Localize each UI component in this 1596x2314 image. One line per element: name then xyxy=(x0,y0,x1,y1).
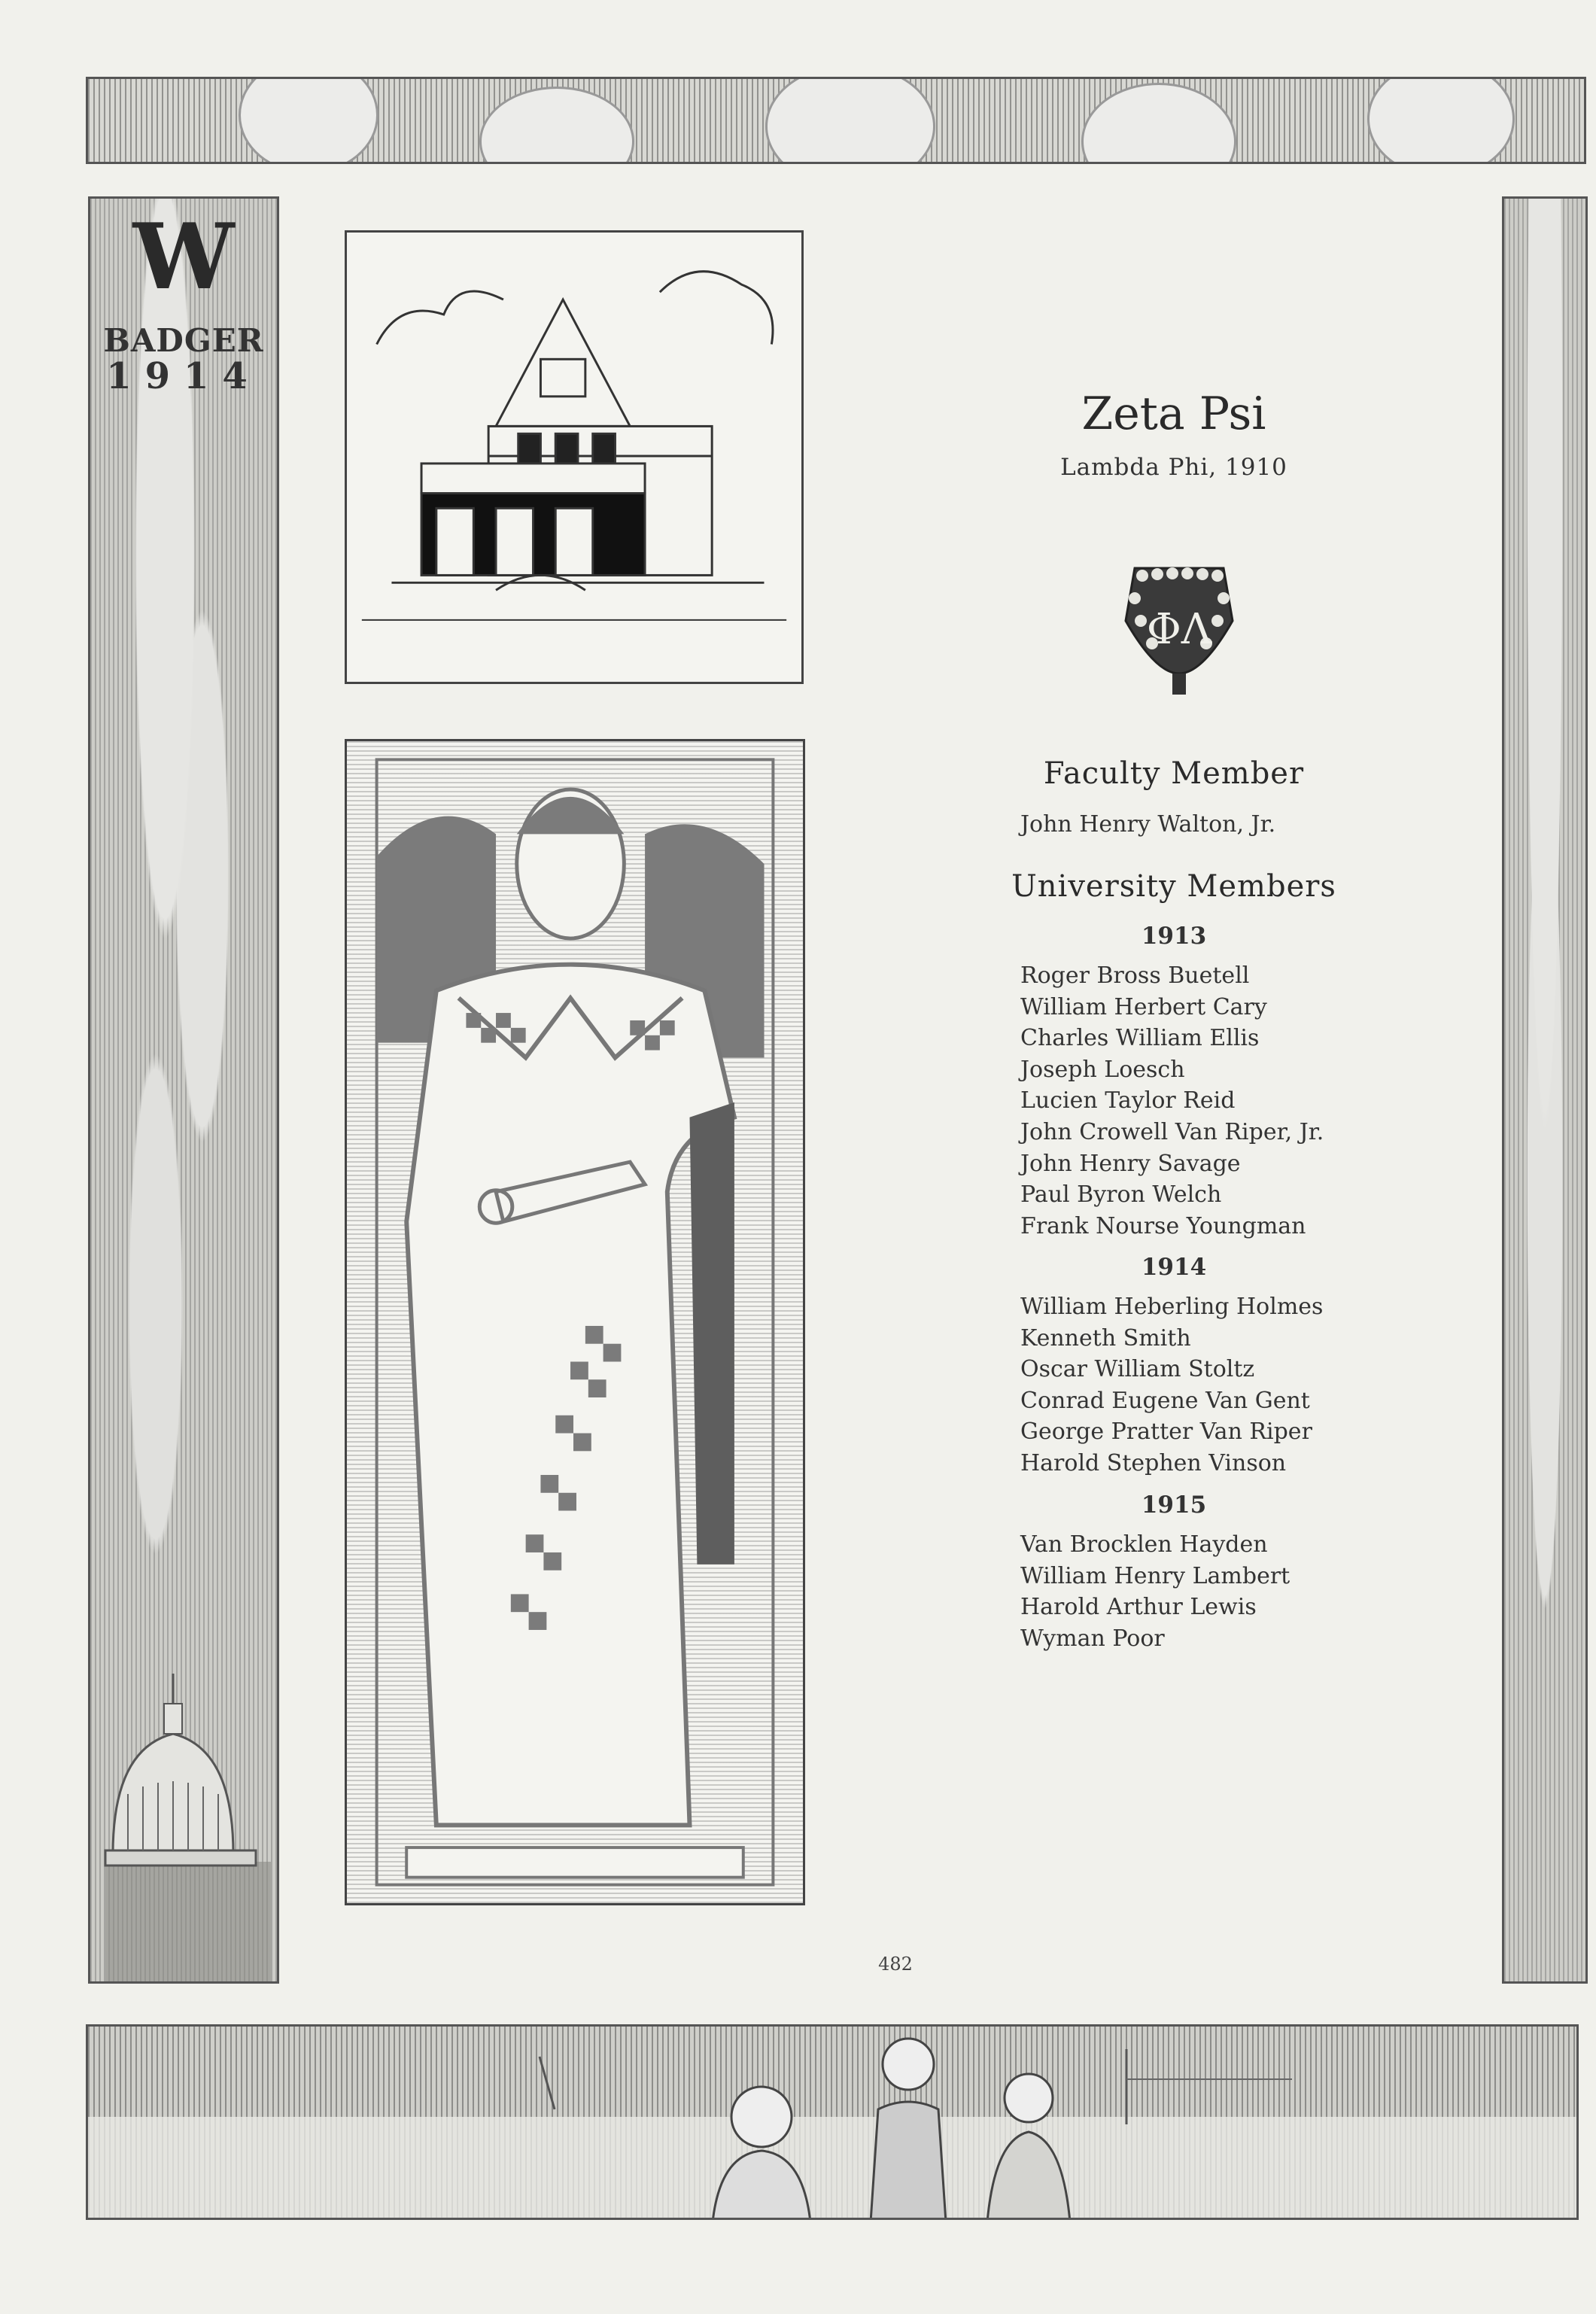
fraternity-name: Zeta Psi xyxy=(1081,388,1266,440)
member-name: Conrad Eugene Van Gent xyxy=(1020,1387,1310,1414)
left-decorative-border xyxy=(88,196,279,1984)
class-year-1913: 1913 xyxy=(1141,923,1207,950)
member-name: Frank Nourse Youngman xyxy=(1020,1212,1306,1239)
w-monogram: W xyxy=(132,204,235,310)
class-1914-member-list xyxy=(1020,1291,1323,1479)
yearbook-year: 1914 xyxy=(106,355,261,397)
university-members-heading: University Members xyxy=(1011,869,1336,904)
member-name: William Heberling Holmes xyxy=(1020,1294,1324,1320)
member-name: Harold Stephen Vinson xyxy=(1020,1449,1287,1476)
member-name: William Herbert Cary xyxy=(1020,993,1267,1020)
page-number: 482 xyxy=(878,1954,913,1975)
member-name: Lucien Taylor Reid xyxy=(1020,1087,1236,1114)
member-name: George Pratter Van Riper xyxy=(1020,1419,1312,1446)
right-decorative-border xyxy=(1502,196,1588,1984)
yearbook-title: BADGER xyxy=(103,322,264,359)
tennis-scene-illustration xyxy=(88,2027,1579,2220)
member-name: Roger Bross Buetell xyxy=(1020,962,1250,989)
member-name: Charles William Ellis xyxy=(1020,1025,1260,1052)
allegorical-figure-illustration xyxy=(345,739,805,1905)
bottom-tennis-scene-border xyxy=(86,2024,1579,2220)
member-name: Harold Arthur Lewis xyxy=(1020,1594,1257,1621)
member-name: Oscar William Stoltz xyxy=(1020,1356,1255,1383)
member-name: John Crowell Van Riper, Jr. xyxy=(1020,1118,1324,1145)
class-year-1915: 1915 xyxy=(1141,1491,1207,1519)
class-1915-member-list xyxy=(1020,1529,1290,1654)
member-name: Kenneth Smith xyxy=(1020,1324,1191,1352)
top-decorative-border xyxy=(86,77,1586,164)
member-name: John Henry Savage xyxy=(1020,1150,1241,1177)
faculty-heading: Faculty Member xyxy=(1043,756,1305,791)
fraternity-pin-badge xyxy=(1120,553,1239,700)
member-name: Wyman Poor xyxy=(1020,1625,1165,1652)
capitol-dome-illustration xyxy=(90,199,279,1984)
member-name: Paul Byron Welch xyxy=(1020,1181,1222,1209)
member-name: Joseph Loesch xyxy=(1020,1056,1185,1083)
member-name: William Henry Lambert xyxy=(1020,1562,1290,1589)
badge-letters: ΦΛ xyxy=(1146,605,1212,654)
class-year-1914: 1914 xyxy=(1141,1254,1207,1281)
member-name: Van Brocklen Hayden xyxy=(1020,1531,1268,1558)
faculty-member-name: John Henry Walton, Jr. xyxy=(1020,811,1276,838)
chapter-house-illustration xyxy=(345,230,804,684)
class-1913-member-list xyxy=(1020,960,1324,1242)
chapter-name: Lambda Phi, 1910 xyxy=(1060,454,1287,481)
